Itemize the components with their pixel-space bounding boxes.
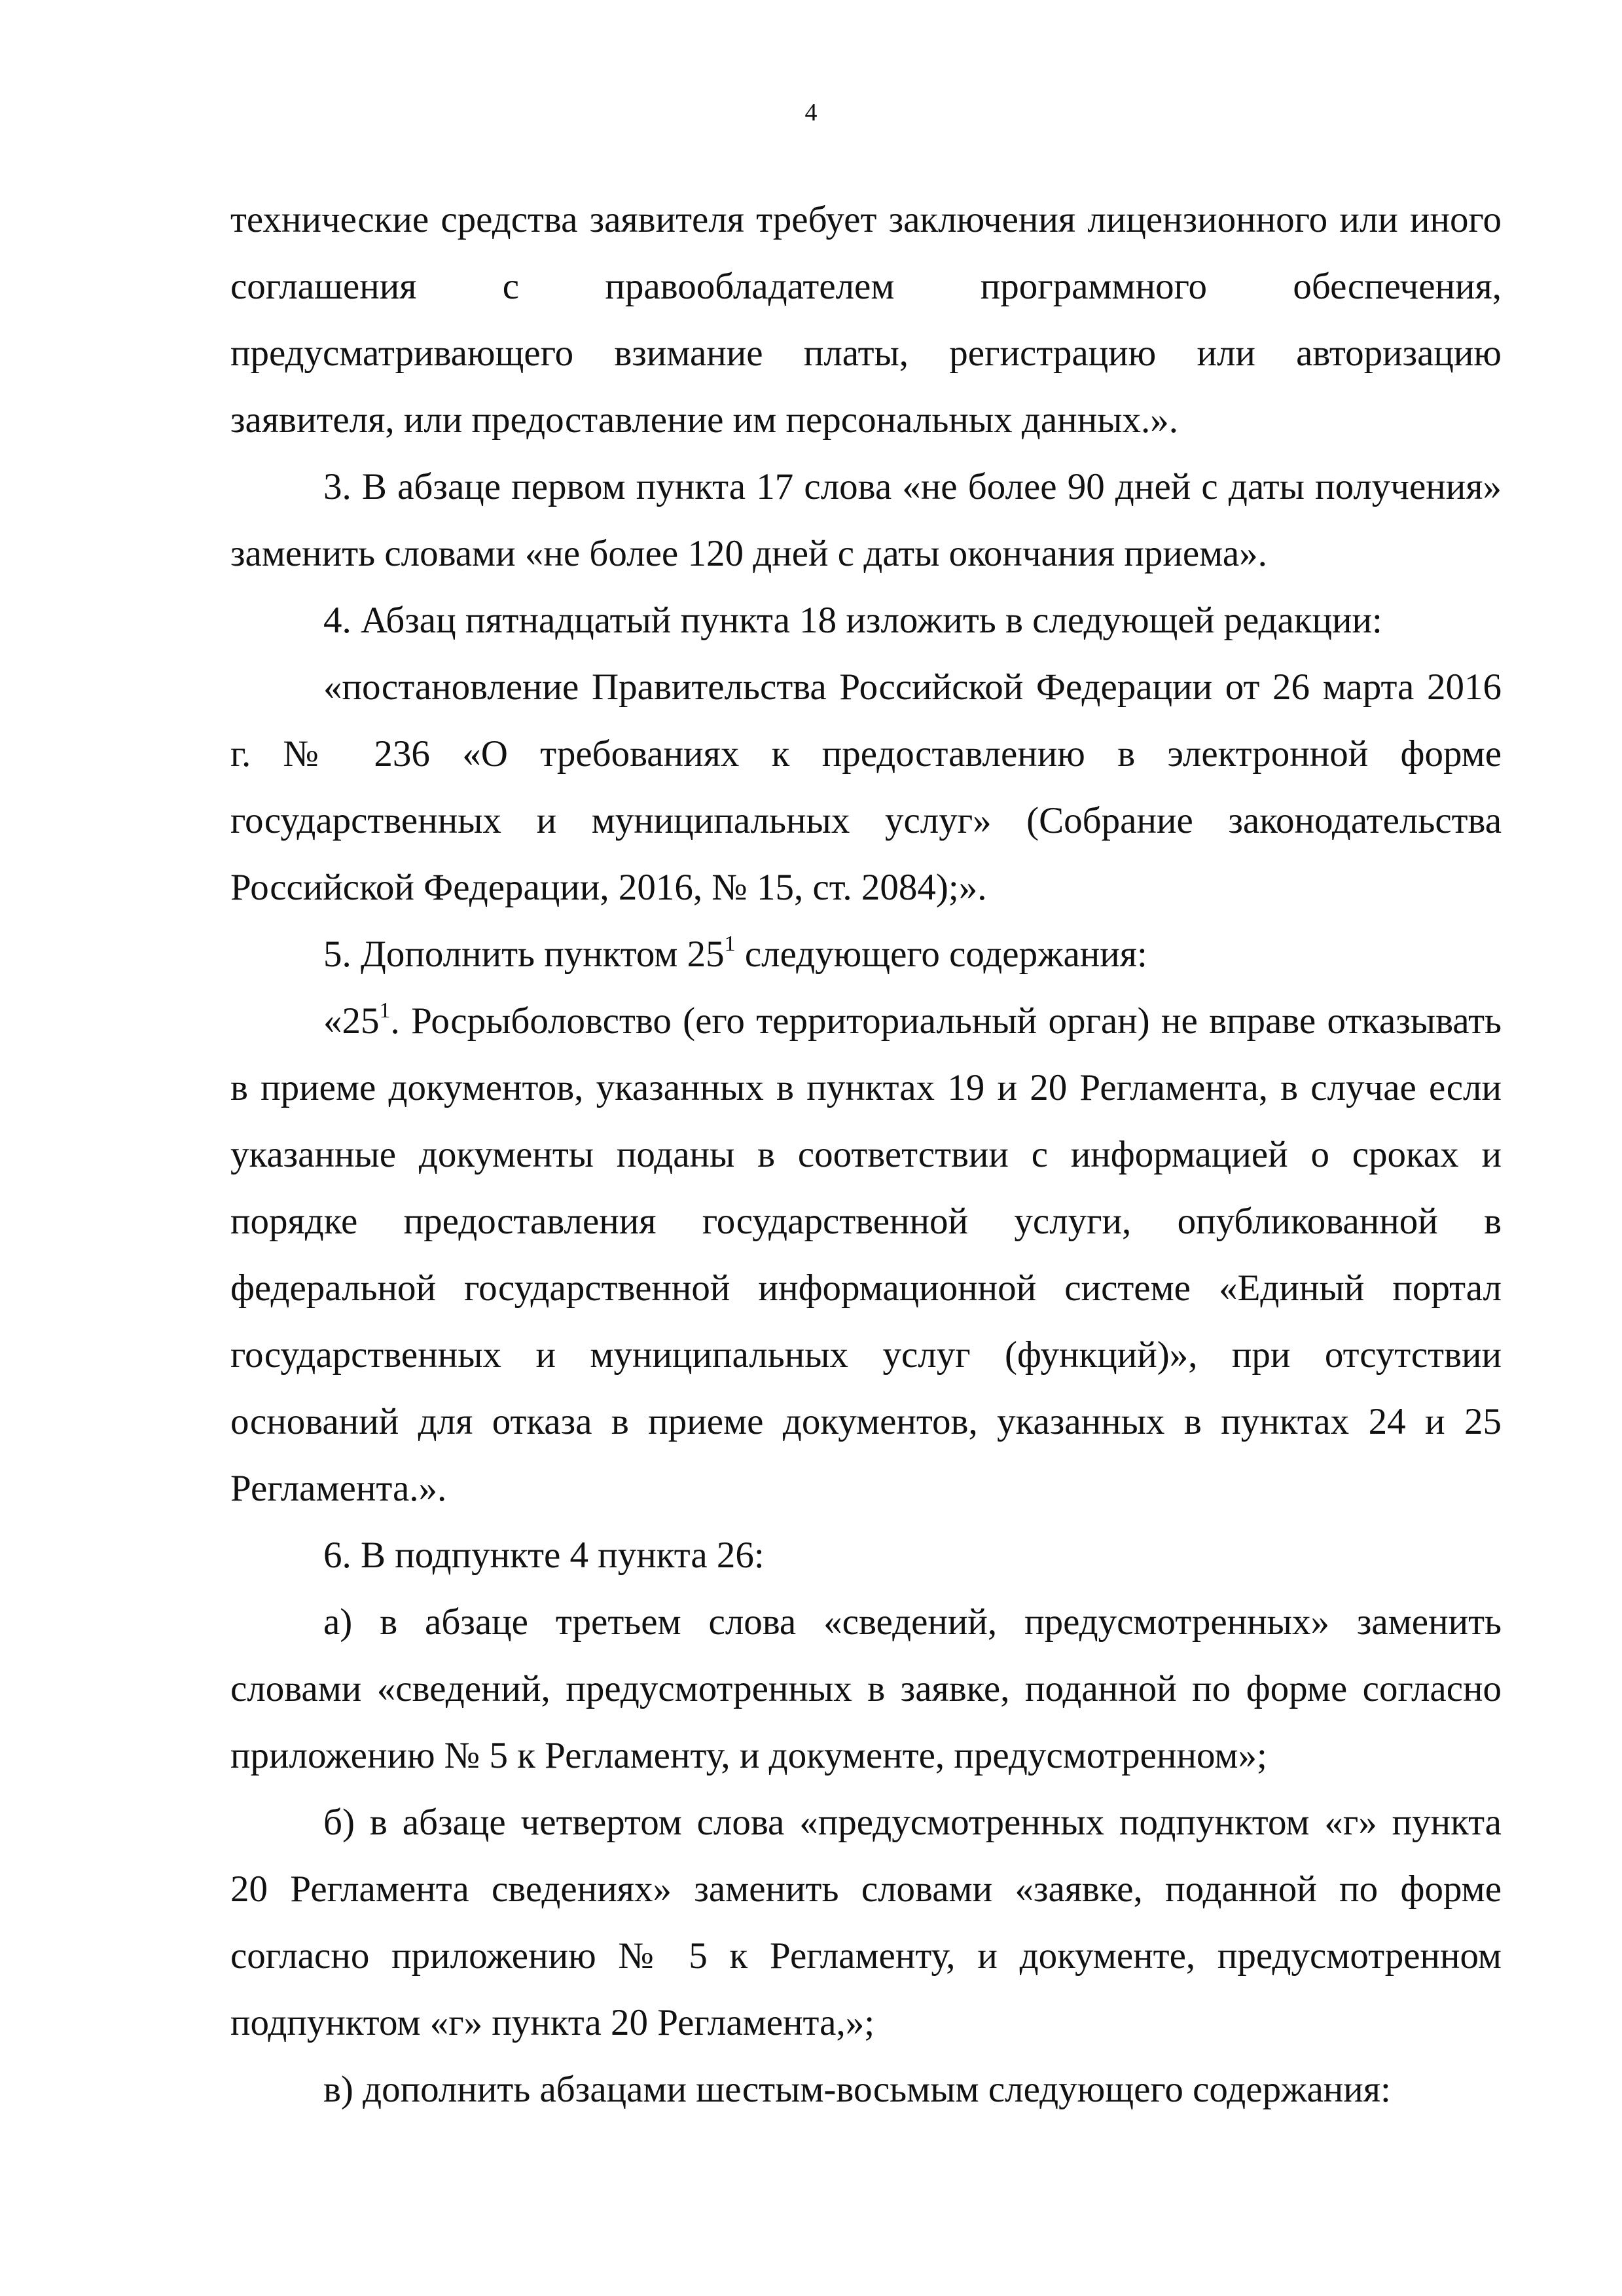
paragraph-item-5 xyxy=(230,921,1502,988)
document-body xyxy=(230,187,1502,2123)
paragraph-item-25-1 xyxy=(230,988,1502,1522)
paragraph-item-4: 4. Абзац пятнадцатый пункта 18 изложить в следующей редакции: xyxy=(323,600,1382,641)
paragraph-subitem-v: в) дополнить абзацами шестым-восьмым следующего содержания: xyxy=(323,2069,1391,2110)
superscript: 1 xyxy=(379,998,391,1023)
superscript: 1 xyxy=(724,932,736,956)
paragraph-subitem-a: а) в абзаце третьем слова «сведений, предусмотренных» заменить словами «сведений, предусмотренных в заявке, поданной по форме согласно приложению № 5 к Регламенту, и документе, предусмотренном»; xyxy=(230,1601,1502,1776)
paragraph-item-3: 3. В абзаце первом пункта 17 слова «не более 90 дней с даты получения» заменить словами «не более 120 дней с даты окончания приема». xyxy=(230,466,1502,574)
paragraph-item-6: 6. В подпункте 4 пункта 26: xyxy=(323,1535,765,1576)
paragraph-text: «25 xyxy=(323,1000,380,1042)
page-number: 4 xyxy=(804,99,818,126)
paragraph-continuation: технические средства заявителя требует заключения лицензионного или иного соглашения с правообладателем программного обеспечения, предусматривающего взимание платы, регистрацию или авторизацию заявителя, или предоставление им персональных данных.». xyxy=(230,199,1502,441)
paragraph-subitem-b: б) в абзаце четвертом слова «предусмотренных подпунктом «г» пункта 20 Регламента сведениях» заменить словами «заявке, поданной по форме согласно приложению № 5 к Регламенту, и документе, предусмотренном подпунктом «г» пункта 20 Регламента,»; xyxy=(230,1802,1502,2043)
paragraph-quoted-resolution: «постановление Правительства Российской Федерации от 26 марта 2016 г. № 236 «О требованиях к предоставлению в электронной форме государственных и муниципальных услуг» (Собрание законодательства Российской Федерации, 2016, № 15, ст. 2084);». xyxy=(230,666,1502,908)
paragraph-text: 5. Дополнить пунктом 25 xyxy=(323,934,725,975)
paragraph-text: следующего содержания: xyxy=(735,934,1147,975)
paragraph-text: . Росрыболовство (его территориальный орган) не вправе отказывать в приеме документов, указанных в пунктах 19 и 20 Регламента, в случае если указанные документы поданы в соответствии с информацией о сроках и порядке предоставления государственной услуги, опубликованной в федеральной государственной информационной системе «Единый портал государственных и муниципальных услуг (функций)», при отсутствии оснований для отказа в приеме документов, указанных в пунктах 24 и 25 Регламента.». xyxy=(230,1000,1502,1509)
